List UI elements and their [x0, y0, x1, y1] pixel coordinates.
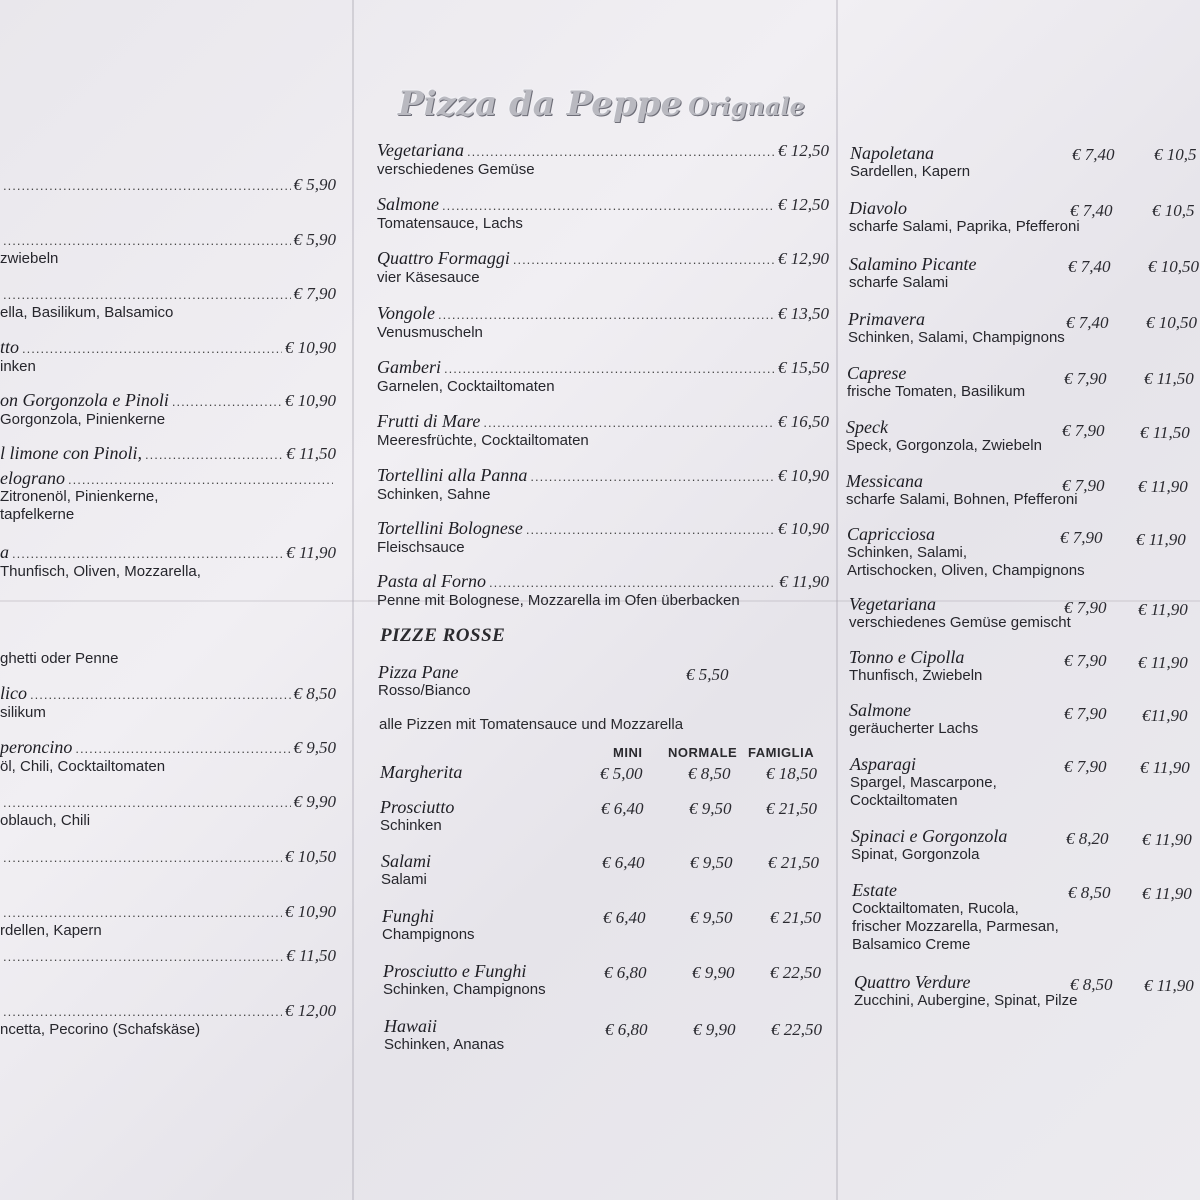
item-desc: Meeresfrüchte, Cocktailtomaten	[377, 432, 589, 449]
item-name: Spinaci e Gorgonzola	[851, 826, 1008, 846]
menu-title	[398, 84, 805, 124]
item-name: Vongole	[377, 303, 435, 323]
price-normale: € 9,90	[693, 1020, 736, 1039]
item-desc: Zucchini, Aubergine, Spinat, Pilze	[854, 992, 1078, 1009]
menu-item	[850, 754, 997, 810]
price-small: € 8,50	[1068, 883, 1111, 902]
price-large: € 11,90	[1138, 653, 1188, 672]
item-name: Tortellini alla Panna	[377, 465, 528, 485]
item-desc: Rosso/Bianco	[378, 682, 471, 699]
price-mini: € 6,40	[601, 799, 644, 818]
item-desc: Gorgonzola, Pinienkerne	[0, 411, 166, 428]
price-large: € 10,5	[1154, 145, 1197, 164]
item-name: Vegetariana	[377, 140, 464, 160]
menu-item	[0, 737, 336, 776]
price-normale: € 9,50	[689, 799, 732, 818]
item-price: € 10,90	[285, 902, 336, 921]
menu-item	[377, 303, 829, 342]
item-desc: silikum	[0, 704, 46, 721]
menu-item	[377, 194, 829, 233]
item-desc: Schinken, Ananas	[384, 1036, 505, 1053]
item-desc: verschiedenes Gemüse	[377, 161, 535, 178]
menu-item	[849, 594, 1071, 632]
menu-item	[854, 972, 1077, 1010]
item-desc: Sardellen, Kapern	[850, 163, 971, 180]
menu-item	[0, 902, 336, 940]
price-small: € 7,40	[1068, 257, 1111, 276]
price-mini: € 5,00	[600, 764, 643, 783]
menu-item	[377, 140, 829, 179]
item-price: € 13,50	[778, 304, 829, 323]
price-small: € 7,40	[1066, 313, 1109, 332]
price-famiglia: € 18,50	[766, 764, 817, 783]
price-famiglia: € 21,50	[770, 908, 821, 927]
item-desc: tapfelkerne	[0, 506, 75, 523]
menu-item	[0, 683, 336, 722]
price-small: € 7,90	[1064, 598, 1107, 617]
price-mini: € 6,40	[602, 853, 645, 872]
price-famiglia: € 21,50	[768, 853, 819, 872]
item-desc: scharfe Salami	[849, 274, 949, 291]
item-price: € 10,90	[285, 338, 336, 357]
item-price: € 11,90	[779, 572, 829, 591]
item-desc: Salami	[381, 871, 427, 888]
menu-item	[0, 1001, 336, 1039]
item-name: Quattro Verdure	[854, 972, 971, 992]
item-desc: scharfe Salami, Paprika, Pfefferoni	[849, 218, 1080, 235]
menu-item	[849, 700, 978, 738]
item-price: € 15,50	[778, 358, 829, 377]
item-desc: zwiebeln	[0, 250, 59, 267]
item-name: Estate	[852, 880, 897, 900]
item-desc: ghetti oder Penne	[0, 650, 119, 667]
menu-item	[849, 198, 1080, 236]
price-large: € 11,90	[1136, 530, 1186, 549]
menu-item	[0, 390, 336, 429]
table-row	[380, 797, 454, 835]
price-normale: € 9,50	[690, 853, 733, 872]
menu-item	[850, 143, 970, 181]
price-small: € 7,90	[1062, 421, 1105, 440]
table-row	[383, 961, 546, 999]
table-row	[381, 851, 431, 889]
item-name: Caprese	[847, 363, 907, 383]
item-name: peroncino	[0, 737, 73, 757]
price-normale: € 9,90	[692, 963, 735, 982]
item-name: Primavera	[848, 309, 925, 329]
item-name: Frutti di Mare	[377, 411, 481, 431]
column-header-famiglia: FAMIGLIA	[748, 745, 815, 760]
price-large: € 10,50	[1146, 313, 1197, 332]
menu-item	[847, 363, 1025, 401]
item-name: Tonno e Cipolla	[849, 647, 965, 667]
item-price: € 12,50	[778, 195, 829, 214]
price-famiglia: € 21,50	[766, 799, 817, 818]
item-price: € 12,00	[285, 1001, 336, 1020]
price-small: € 8,50	[1070, 975, 1113, 994]
menu-item	[852, 880, 1059, 954]
price-mini: € 6,80	[605, 1020, 648, 1039]
price-large: € 11,50	[1144, 369, 1194, 388]
price-large: € 11,90	[1140, 758, 1190, 777]
menu-title-sub: Orignale	[688, 92, 805, 121]
item-price: € 10,90	[778, 466, 829, 485]
item-desc: geräucherter Lachs	[849, 720, 979, 737]
menu-title-main: Pizza da Peppe	[398, 84, 683, 124]
price-normale: € 8,50	[688, 764, 731, 783]
item-desc: Balsamico Creme	[852, 936, 971, 953]
table-row	[382, 906, 475, 944]
item-desc: Spargel, Mascarpone,	[850, 774, 997, 791]
menu-item	[0, 284, 336, 322]
item-desc: öl, Chili, Cocktailtomaten	[0, 758, 166, 775]
item-price: € 12,90	[778, 249, 829, 268]
item-desc: Tomatensauce, Lachs	[377, 215, 523, 232]
item-desc: vier Käsesauce	[377, 269, 480, 286]
item-name: Funghi	[382, 906, 434, 926]
menu-item	[377, 465, 829, 504]
item-name: Prosciutto e Funghi	[383, 961, 527, 981]
item-price: € 16,50	[778, 412, 829, 431]
item-desc: Speck, Gorgonzola, Zwiebeln	[846, 437, 1042, 454]
price-small: € 7,90	[1064, 651, 1107, 670]
item-desc: ncetta, Pecorino (Schafskäse)	[0, 1021, 201, 1038]
item-price: € 11,90	[286, 543, 336, 562]
item-name: elograno	[0, 468, 65, 488]
item-price: € 11,50	[286, 444, 336, 463]
menu-item	[0, 946, 336, 966]
item-name: Pasta al Forno	[377, 571, 487, 591]
item-name: Prosciutto	[380, 797, 455, 817]
menu-item	[0, 792, 336, 830]
item-desc: oblauch, Chili	[0, 812, 91, 829]
item-desc: Zitronenöl, Pinienkerne,	[0, 488, 159, 505]
item-name: Napoletana	[850, 143, 934, 163]
menu-item	[846, 417, 1042, 455]
price-small: € 7,40	[1070, 201, 1113, 220]
item-price: € 8,50	[293, 684, 336, 703]
menu-item	[377, 518, 829, 557]
item-desc: Cocktailtomaten	[850, 792, 958, 809]
item-name: Salmone	[377, 194, 439, 214]
item-name: Speck	[846, 417, 888, 437]
item-price: € 7,90	[293, 284, 336, 303]
menu-item	[0, 650, 336, 668]
menu-item	[0, 468, 336, 524]
item-name: tto	[0, 337, 20, 357]
price-small: € 8,20	[1066, 829, 1109, 848]
menu-item	[0, 230, 336, 268]
price-mini: € 6,40	[603, 908, 646, 927]
menu-item	[0, 337, 336, 376]
menu-item	[0, 443, 336, 464]
item-desc: verschiedenes Gemüse gemischt	[849, 614, 1071, 631]
column-header-mini: MINI	[613, 745, 643, 760]
item-name: lico	[0, 683, 27, 703]
price-small: € 7,40	[1072, 145, 1115, 164]
item-desc: frische Tomaten, Basilikum	[847, 383, 1026, 400]
item-name: Salamino Picante	[849, 254, 977, 274]
item-desc: Penne mit Bolognese, Mozzarella im Ofen überbacken	[377, 592, 740, 609]
menu-item	[377, 357, 829, 396]
item-price: € 5,50	[686, 665, 729, 684]
item-price: € 12,50	[778, 141, 829, 160]
item-desc: Venusmuscheln	[377, 324, 483, 341]
item-desc: Schinken, Champignons	[383, 981, 546, 998]
item-price: € 10,50	[285, 847, 336, 866]
item-price: € 9,90	[293, 792, 336, 811]
item-price: € 10,90	[778, 519, 829, 538]
item-desc: Schinken, Salami,	[847, 544, 968, 561]
item-price: € 5,90	[293, 230, 336, 249]
price-famiglia: € 22,50	[770, 963, 821, 982]
menu-item	[0, 847, 336, 867]
item-name: Vegetariana	[849, 594, 936, 614]
item-desc: Spinat, Gorgonzola	[851, 846, 980, 863]
item-price: € 9,50	[293, 738, 336, 757]
item-desc: Schinken	[380, 817, 442, 834]
menu-item	[0, 542, 336, 581]
price-large: € 11,90	[1144, 976, 1194, 995]
menu-item	[851, 826, 1007, 864]
menu-item	[849, 254, 976, 292]
price-normale: € 9,50	[690, 908, 733, 927]
item-desc: scharfe Salami, Bohnen, Pfefferoni	[846, 491, 1078, 508]
price-mini: € 6,80	[604, 963, 647, 982]
item-name: Pizza Pane	[378, 662, 459, 682]
item-name: Hawaii	[384, 1016, 438, 1036]
item-name: Tortellini Bolognese	[377, 518, 523, 538]
menu-item	[377, 411, 829, 450]
item-name: Messicana	[846, 471, 923, 491]
item-desc: Thunfisch, Zwiebeln	[849, 667, 983, 684]
pizza-pane-item	[378, 662, 738, 700]
price-small: € 7,90	[1064, 704, 1107, 723]
menu-item	[848, 309, 1065, 347]
menu-item	[846, 471, 1078, 509]
price-large: € 11,90	[1142, 830, 1192, 849]
item-name: on Gorgonzola e Pinoli	[0, 390, 169, 410]
item-desc: ella, Basilikum, Balsamico	[0, 304, 174, 321]
section-heading-pizze-rosse: PIZZE ROSSE	[380, 625, 506, 646]
price-small: € 7,90	[1064, 757, 1107, 776]
menu-item	[0, 175, 336, 195]
table-row	[384, 1016, 504, 1054]
item-desc: inken	[0, 358, 36, 375]
item-price: € 11,50	[286, 946, 336, 965]
price-large: € 11,90	[1138, 600, 1188, 619]
item-name: Quattro Formaggi	[377, 248, 510, 268]
item-desc: Garnelen, Cocktailtomaten	[377, 378, 555, 395]
price-large: € 11,90	[1142, 884, 1192, 903]
item-name: Asparagi	[850, 754, 917, 774]
item-name: Salami	[381, 851, 432, 871]
item-desc: frischer Mozzarella, Parmesan,	[852, 918, 1059, 935]
menu-item	[377, 571, 829, 610]
column-header-normale: NORMALE	[668, 745, 738, 760]
price-large: € 10,50	[1148, 257, 1199, 276]
item-name: Gamberi	[377, 357, 441, 377]
menu-item	[849, 647, 982, 685]
item-name: Salmone	[849, 700, 911, 720]
table-row	[380, 762, 462, 782]
item-price: € 10,90	[285, 391, 336, 410]
item-desc: Champignons	[382, 926, 475, 943]
item-name: Capricciosa	[847, 524, 935, 544]
item-desc: Schinken, Sahne	[377, 486, 491, 503]
item-name: Diavolo	[849, 198, 907, 218]
item-desc: Artischocken, Oliven, Champignons	[847, 562, 1085, 579]
menu-item	[377, 248, 829, 287]
item-desc: Cocktailtomaten, Rucola,	[852, 900, 1019, 917]
item-price: € 5,90	[293, 175, 336, 194]
item-name: l limone con Pinoli,	[0, 443, 142, 463]
item-desc: rdellen, Kapern	[0, 922, 102, 939]
item-desc: Schinken, Salami, Champignons	[848, 329, 1065, 346]
item-desc: Thunfisch, Oliven, Mozzarella,	[0, 563, 201, 580]
item-name: Margherita	[380, 762, 463, 782]
price-large: € 10,5	[1152, 201, 1195, 220]
price-large: €11,90	[1142, 706, 1188, 725]
pizza-note: alle Pizzen mit Tomatensauce und Mozzarella	[379, 716, 684, 733]
price-large: € 11,50	[1140, 423, 1190, 442]
price-small: € 7,90	[1064, 369, 1107, 388]
price-large: € 11,90	[1138, 477, 1188, 496]
item-desc: Fleischsauce	[377, 539, 465, 556]
price-small: € 7,90	[1062, 476, 1105, 495]
menu-item	[847, 524, 1085, 580]
price-small: € 7,90	[1060, 528, 1103, 547]
price-famiglia: € 22,50	[771, 1020, 822, 1039]
item-name: a	[0, 542, 9, 562]
